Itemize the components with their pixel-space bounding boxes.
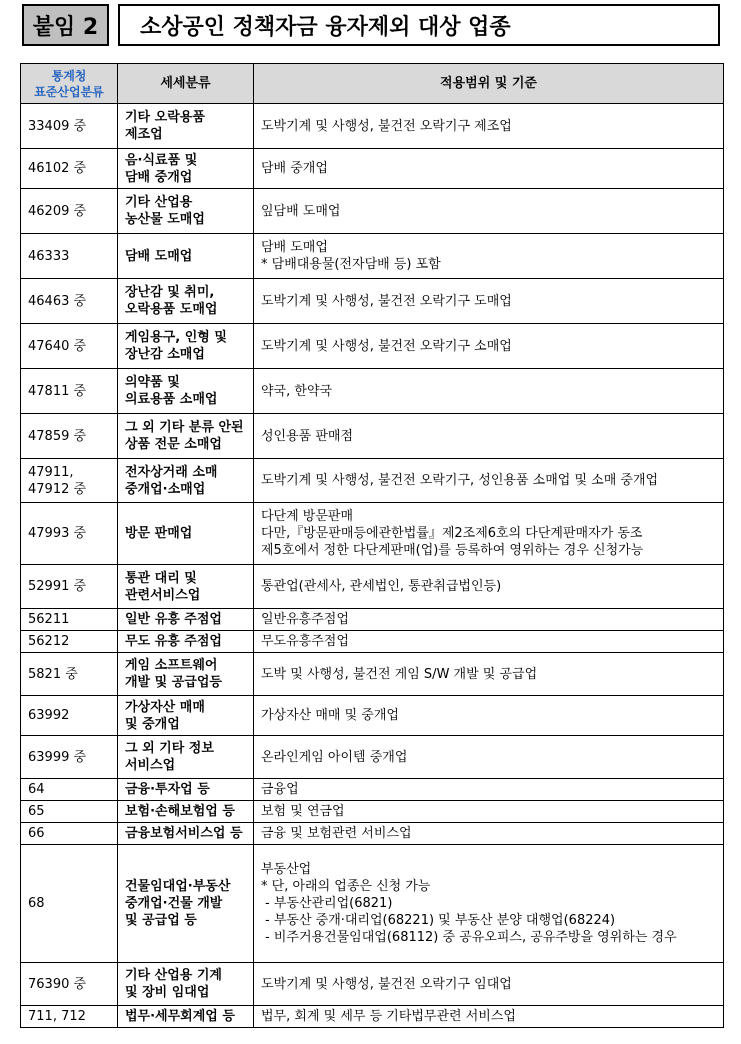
cell-text-line: 가상자산 매매 및 중개업 — [261, 708, 399, 723]
scope-cell — [254, 104, 724, 149]
cell-text-line: 오락용품 도매업 — [125, 302, 218, 317]
table-row — [21, 459, 724, 503]
subcategory-cell — [118, 565, 254, 609]
industry-code-cell — [21, 1006, 118, 1028]
cell-text-line: 상품 전문 소매업 — [125, 437, 222, 452]
scope-cell — [254, 565, 724, 609]
cell-text-line: 금융업 — [261, 782, 299, 797]
cell-text-line: 금융·투자업 등 — [125, 782, 210, 797]
scope-cell — [254, 1006, 724, 1028]
subcategory-cell — [118, 963, 254, 1006]
industry-code-cell — [21, 696, 118, 736]
table-row — [21, 189, 724, 234]
cell-text-line: 장난감 소매업 — [125, 347, 205, 362]
cell-text-line: 부동산업 — [261, 862, 312, 877]
cell-text-line: 통관업(관세사, 관세법인, 통관취급법인등) — [261, 579, 502, 594]
cell-text-line: - 부동산 중개·대리업(68221) 및 부동산 분양 대행업(68224) — [265, 913, 616, 928]
cell-text-line: 63992 — [28, 708, 70, 723]
cell-text-line: 기타 산업용 — [125, 195, 193, 210]
scope-cell — [254, 696, 724, 736]
industry-code-cell — [21, 369, 118, 414]
cell-text-line: 담배 도매업 — [125, 248, 193, 264]
cell-text-line: 보험·손해보험업 등 — [125, 804, 235, 819]
industry-code-cell — [21, 845, 118, 963]
table-row — [21, 414, 724, 459]
industry-code-cell — [21, 565, 118, 609]
cell-text-line: 47993 중 — [28, 526, 87, 541]
column-header-line: 표준산업분류 — [34, 84, 104, 99]
cell-text-line: 도박기계 및 사행성, 불건전 오락기구 도매업 — [261, 293, 512, 309]
table-row — [21, 696, 724, 736]
industry-code-cell — [21, 324, 118, 369]
cell-text-line: 47811 중 — [28, 383, 87, 399]
cell-text-line: 개발 및 공급업등 — [125, 675, 222, 690]
table-row — [21, 369, 724, 414]
scope-cell — [254, 779, 724, 801]
cell-text-line: 및 공급업 등 — [125, 913, 197, 928]
cell-text-line: 잎담배 도매업 — [261, 203, 341, 219]
cell-text-line: 의약품 및 — [125, 375, 180, 390]
cell-text-line: - 비주거용건물임대업(68112) 중 공유오피스, 공유주방을 영위하는 경우 — [265, 930, 677, 945]
cell-text-line: 중개업·건물 개발 — [125, 896, 223, 911]
cell-text-line: 의료용품 소매업 — [125, 392, 218, 407]
scope-cell — [254, 414, 724, 459]
cell-text-line: 제조업 — [125, 127, 163, 142]
column-header-scope: 적용범위 및 기준 — [254, 64, 724, 104]
cell-text-line: 76390 중 — [28, 976, 87, 992]
subcategory-cell — [118, 459, 254, 503]
cell-text-line: 도박기계 및 사행성, 불건전 오락기구 제조업 — [261, 118, 512, 134]
cell-text-line: 711, 712 — [28, 1009, 86, 1024]
table-row — [21, 503, 724, 565]
document-title: 소상공인 정책자금 융자제외 대상 업종 — [118, 4, 720, 46]
table-row — [21, 609, 724, 631]
industry-code-cell — [21, 414, 118, 459]
table-row — [21, 149, 724, 189]
cell-text-line: 46209 중 — [28, 203, 87, 219]
cell-text-line: 게임 소프트웨어 — [125, 658, 218, 673]
cell-text-line: 도박기계 및 사행성, 불건전 오락기구 임대업 — [261, 976, 512, 992]
cell-text-line: 제5호에서 정한 다단계판매(업)를 등록하여 영위하는 경우 신청가능 — [261, 543, 644, 558]
cell-text-line: 및 중개업 — [125, 716, 180, 732]
cell-text-line: 가상자산 매매 — [125, 699, 205, 715]
subcategory-cell — [118, 801, 254, 823]
cell-text-line: 도박기계 및 사행성, 불건전 오락기구, 성인용품 소매업 및 소매 중개업 — [261, 473, 659, 488]
table-row — [21, 279, 724, 324]
cell-text-line: 장난감 및 취미, — [125, 285, 215, 300]
subcategory-cell — [118, 845, 254, 963]
table-header-row — [21, 64, 724, 104]
scope-cell — [254, 149, 724, 189]
subcategory-cell — [118, 149, 254, 189]
industry-code-cell — [21, 459, 118, 503]
cell-text-line: 게임용구, 인형 및 — [125, 330, 227, 345]
table-row — [21, 653, 724, 696]
cell-text-line: 무도 유흥 주점업 — [125, 634, 222, 649]
table-row — [21, 1006, 724, 1028]
cell-text-line: 56211 — [28, 612, 70, 627]
column-header-subcategory: 세세분류 — [118, 64, 254, 104]
industry-code-cell — [21, 503, 118, 565]
cell-text-line: 46333 — [28, 248, 70, 264]
industry-code-cell — [21, 736, 118, 779]
cell-text-line: 56212 — [28, 634, 70, 649]
subcategory-cell — [118, 369, 254, 414]
cell-text-line: 및 장비 임대업 — [125, 985, 210, 1000]
cell-text-line: 통관 대리 및 — [125, 570, 197, 586]
industry-code-cell — [21, 823, 118, 845]
cell-text-line: 68 — [28, 896, 45, 911]
cell-text-line: 기타 오락용품 — [125, 110, 205, 125]
table-row — [21, 631, 724, 653]
cell-text-line: 기타 산업용 기계 — [125, 968, 222, 983]
cell-text-line: 일반유흥주점업 — [261, 612, 349, 627]
subcategory-cell — [118, 1006, 254, 1028]
industry-code-cell — [21, 631, 118, 653]
cell-text-line: 건물임대업·부동산 — [125, 879, 231, 894]
subcategory-cell — [118, 696, 254, 736]
cell-text-line: 도박 및 사행성, 불건전 게임 S/W 개발 및 공급업 — [261, 666, 538, 682]
cell-text-line: 관련서비스업 — [125, 587, 201, 603]
cell-text-line: 63999 중 — [28, 749, 87, 765]
industry-code-cell — [21, 149, 118, 189]
subcategory-cell — [118, 234, 254, 279]
cell-text-line: * 담배대용물(전자담배 등) 포함 — [261, 257, 441, 272]
cell-text-line: 농산물 도매업 — [125, 212, 205, 227]
subcategory-cell — [118, 653, 254, 696]
cell-text-line: 46463 중 — [28, 293, 87, 309]
cell-text-line: 담배 도매업 — [261, 240, 328, 255]
cell-text-line: 법무, 회계 및 세무 등 기타법무관련 서비스업 — [261, 1009, 516, 1024]
subcategory-cell — [118, 823, 254, 845]
table-row — [21, 234, 724, 279]
industry-code-cell — [21, 279, 118, 324]
cell-text-line: 47912 중 — [28, 481, 87, 497]
industry-code-cell — [21, 609, 118, 631]
industry-code-cell — [21, 653, 118, 696]
cell-text-line: 방문 판매업 — [125, 526, 193, 541]
cell-text-line: 서비스업 — [125, 758, 176, 773]
subcategory-cell — [118, 779, 254, 801]
cell-text-line: 46102 중 — [28, 161, 87, 176]
document-header — [22, 4, 722, 48]
table-row — [21, 823, 724, 845]
table-row — [21, 801, 724, 823]
scope-cell — [254, 845, 724, 963]
cell-text-line: 다단계 방문판매 — [261, 509, 354, 524]
column-header-industry-code — [21, 64, 118, 104]
column-header-line: 통계청 — [51, 68, 87, 83]
subcategory-cell — [118, 104, 254, 149]
cell-text-line: 성인용품 판매점 — [261, 428, 354, 444]
industry-code-cell — [21, 801, 118, 823]
cell-text-line: 중개업·소매업 — [125, 481, 206, 497]
scope-cell — [254, 609, 724, 631]
cell-text-line: 47859 중 — [28, 428, 87, 444]
table-row — [21, 104, 724, 149]
scope-cell — [254, 189, 724, 234]
scope-cell — [254, 503, 724, 565]
scope-cell — [254, 823, 724, 845]
cell-text-line: 무도유흥주점업 — [261, 634, 349, 649]
industry-code-cell — [21, 104, 118, 149]
table-body — [21, 104, 724, 1028]
scope-cell — [254, 369, 724, 414]
scope-cell — [254, 631, 724, 653]
cell-text-line: 65 — [28, 804, 45, 819]
cell-text-line: * 단, 아래의 업종은 신청 가능 — [261, 879, 431, 894]
table-row — [21, 845, 724, 963]
subcategory-cell — [118, 631, 254, 653]
cell-text-line: - 부동산관리업(6821) — [265, 896, 393, 911]
cell-text-line: 담배 중개업 — [261, 161, 328, 176]
cell-text-line: 도박기계 및 사행성, 불건전 오락기구 소매업 — [261, 338, 512, 354]
scope-cell — [254, 736, 724, 779]
cell-text-line: 온라인게임 아이템 중개업 — [261, 749, 408, 765]
scope-cell — [254, 459, 724, 503]
cell-text-line: 33409 중 — [28, 118, 87, 134]
cell-text-line: 그 외 기타 정보 — [125, 741, 214, 756]
cell-text-line: 보험 및 연금업 — [261, 804, 345, 819]
cell-text-line: 그 외 기타 분류 안된 — [125, 420, 244, 435]
industry-code-cell — [21, 963, 118, 1006]
scope-cell — [254, 653, 724, 696]
subcategory-cell — [118, 414, 254, 459]
table-row — [21, 779, 724, 801]
cell-text-line: 일반 유흥 주점업 — [125, 612, 222, 627]
cell-text-line: 47640 중 — [28, 338, 87, 354]
attachment-badge: 붙임 2 — [22, 4, 109, 46]
subcategory-cell — [118, 189, 254, 234]
table-row — [21, 736, 724, 779]
subcategory-cell — [118, 324, 254, 369]
scope-cell — [254, 234, 724, 279]
cell-text-line: 5821 중 — [28, 666, 78, 682]
scope-cell — [254, 963, 724, 1006]
cell-text-line: 52991 중 — [28, 579, 87, 594]
subcategory-cell — [118, 736, 254, 779]
cell-text-line: 전자상거래 소매 — [125, 464, 218, 480]
cell-text-line: 음·식료품 및 — [125, 152, 198, 168]
cell-text-line: 66 — [28, 826, 45, 841]
excluded-industries-table — [20, 63, 724, 1028]
cell-text-line: 64 — [28, 782, 45, 797]
cell-text-line: 약국, 한약국 — [261, 383, 333, 399]
industry-code-cell — [21, 779, 118, 801]
cell-text-line: 금융 및 보험관련 서비스업 — [261, 826, 412, 841]
table-row — [21, 565, 724, 609]
cell-text-line: 다만,『방문판매등에관한법률』제2조제6호의 다단계판매자가 동조 — [261, 526, 643, 541]
subcategory-cell — [118, 279, 254, 324]
scope-cell — [254, 279, 724, 324]
scope-cell — [254, 801, 724, 823]
cell-text-line: 법무·세무회계업 등 — [125, 1009, 235, 1024]
subcategory-cell — [118, 503, 254, 565]
cell-text-line: 47911, — [28, 464, 74, 480]
cell-text-line: 금융보험서비스업 등 — [125, 826, 243, 841]
table-row — [21, 963, 724, 1006]
industry-code-cell — [21, 189, 118, 234]
cell-text-line: 담배 중개업 — [125, 169, 193, 185]
scope-cell — [254, 324, 724, 369]
industry-code-cell — [21, 234, 118, 279]
subcategory-cell — [118, 609, 254, 631]
table-row — [21, 324, 724, 369]
